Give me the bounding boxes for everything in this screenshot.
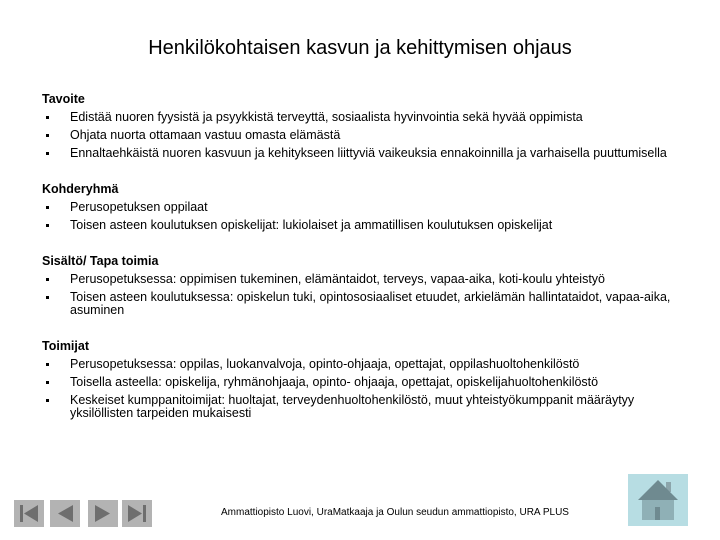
home-icon [628,474,688,526]
list-item: Perusopetuksessa: oppimisen tukeminen, elämäntaidot, terveys, vapaa-aika, koti-koulu yhteistyö [42,270,682,288]
last-slide-icon [122,500,152,527]
section-toimijat [42,337,682,422]
previous-slide-button[interactable] [50,500,80,527]
last-slide-button[interactable] [122,500,152,527]
section-kohderyhma [42,180,682,234]
list-item: Keskeiset kumppanitoimijat: huoltajat, terveydenhuoltohenkilöstö, muut yhteistyökumppanit määräytyy yksilöllisten tarpeiden mukaisesti [42,391,682,422]
list-item: Ohjata nuorta ottamaan vastuu omasta elämästä [42,126,682,144]
home-button[interactable] [628,474,688,526]
list-item: Perusopetuksen oppilaat [42,198,682,216]
first-slide-icon [14,500,44,527]
footer-text: Ammattiopisto Luovi, UraMatkaaja ja Oulun seudun ammattiopisto, URA PLUS [221,507,569,518]
section-heading: Toimijat [42,339,89,353]
section-sisalto [42,252,682,319]
slide-content [42,90,682,440]
list-item: Toisen asteen koulutuksessa: opiskelun tuki, opintososiaaliset etuudet, arkielämän hallintataidot, vapaa-aika, asuminen [42,288,682,319]
list-item: Toisella asteella: opiskelija, ryhmänohjaaja, opinto- ohjaaja, opettajat, opiskelijahuoltohenkilöstö [42,373,682,391]
next-slide-button[interactable] [88,500,118,527]
slide-title: Henkilökohtaisen kasvun ja kehittymisen ohjaus [148,37,572,59]
next-slide-icon [88,500,118,527]
section-heading: Tavoite [42,92,85,106]
previous-slide-icon [50,500,80,527]
list-item: Perusopetuksessa: oppilas, luokanvalvoja, opinto-ohjaaja, opettajat, oppilashuoltohenkilöstö [42,355,682,373]
section-heading: Sisältö/ Tapa toimia [42,254,159,268]
first-slide-button[interactable] [14,500,44,527]
list-item: Edistää nuoren fyysistä ja psyykkistä terveyttä, sosiaalista hyvinvointia sekä hyvää oppimista [42,108,682,126]
list-item: Ennaltaehkäistä nuoren kasvuun ja kehitykseen liittyviä vaikeuksia ennakoinnilla ja varhaisella puuttumisella [42,144,682,162]
list-item: Toisen asteen koulutuksen opiskelijat: lukiolaiset ja ammatillisen koulutuksen opiskelijat [42,216,682,234]
section-heading: Kohderyhmä [42,182,119,196]
section-tavoite [42,90,682,162]
